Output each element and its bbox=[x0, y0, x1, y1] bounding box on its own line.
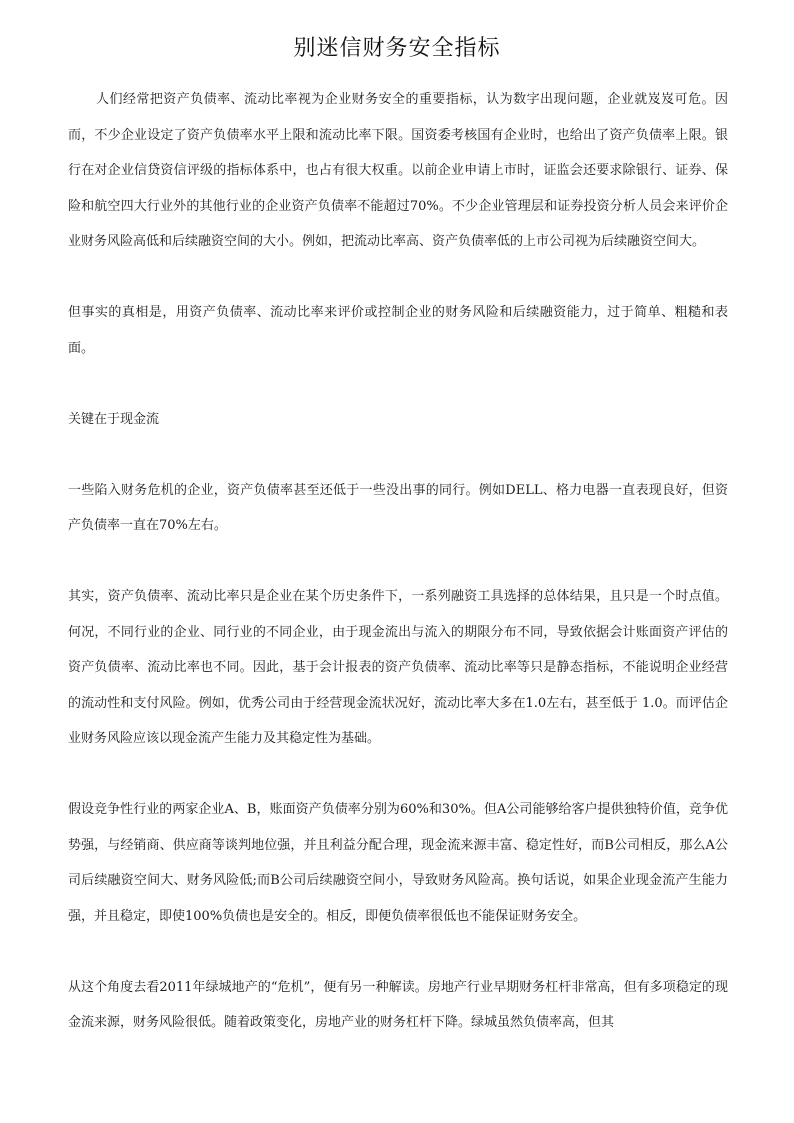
paragraph-gap bbox=[68, 260, 728, 296]
paragraph-examples: 一些陷入财务危机的企业，资产负债率甚至还低于一些没出事的同行。例如DELL、格力电器一直表现良好，但资产负债率一直在70%左右。 bbox=[68, 482, 728, 533]
document-title: 别迷信财务安全指标 bbox=[293, 36, 501, 61]
paragraph-static-indicators: 其实，资产负债率、流动比率只是企业在某个历史条件下，一系列融资工具选择的总体结果，且只是一个时点值。何况，不同行业的企业、同行业的不同企业，由于现金流出与流入的期限分布不同，导致依据会计账面资产评估的资产负债率、流动比率也不同。因此，基于会计报表的资产负债率、流动比率等只是静态指标，不能说明企业经营的流动性和支付风险。例如，优秀公司由于经营现金流状况好，流动比率大多在1.0左右，甚至低于 1.0。而评估企业财务风险应该以现金流产生能力及其稳定性为基础。 bbox=[68, 589, 728, 746]
document-body bbox=[68, 82, 728, 1041]
paragraph-gap bbox=[68, 366, 728, 402]
paragraph-intro: 人们经常把资产负债率、流动比率视为企业财务安全的重要指标，认为数字出现问题，企业就岌岌可危。因而，不少企业设定了资产负债率水平上限和流动比率下限。国资委考核国有企业时，也给出了资产负债率上限。银行在对企业信贷资信评级的指标体系中，也占有很大权重。以前企业申请上市时，证监会还要求除银行、证券、保险和航空四大行业外的其他行业的企业资产负债率不能超过70%。不少企业管理层和证券投资分析人员会来评价企业财务风险高低和后续融资空间的大小。例如，把流动比率高、资产负债率低的上市公司视为后续融资空间大。 bbox=[68, 92, 728, 249]
section-heading: 关键在于现金流 bbox=[68, 411, 160, 427]
paragraph-companies-ab: 假设竞争性行业的两家企业A、B，账面资产负债率分别为60%和30%。但A公司能够给客户提供独特价值，竞争优势强，与经销商、供应商等谈判地位强，并且利益分配合理，现金流来源丰富、稳定性好，而B公司相反，那么A公司后续融资空间大、财务风险低;而B公司后续融资空间小，导致财务风险高。换句话说，如果企业现金流产生能力强，并且稳定，即使100%负债也是安全的。相反，即便负债率很低也不能保证财务安全。 bbox=[68, 802, 728, 924]
paragraph-gap bbox=[68, 544, 728, 580]
paragraph-gap bbox=[68, 437, 728, 473]
paragraph-truth: 但事实的真相是，用资产负债率、流动比率来评价或控制企业的财务风险和后续融资能力，过于简单、粗糙和表面。 bbox=[68, 305, 728, 356]
paragraph-gap bbox=[68, 757, 728, 793]
paragraph-gap bbox=[68, 934, 728, 970]
paragraph-greentown: 从这个角度去看2011年绿城地产的“危机”，便有另一种解读。房地产行业早期财务杠杆非常高，但有多项稳定的现金流来源，财务风险很低。随着政策变化，房地产业的财务杠杆下降。绿城虽然负债率高，但其 bbox=[68, 979, 728, 1030]
